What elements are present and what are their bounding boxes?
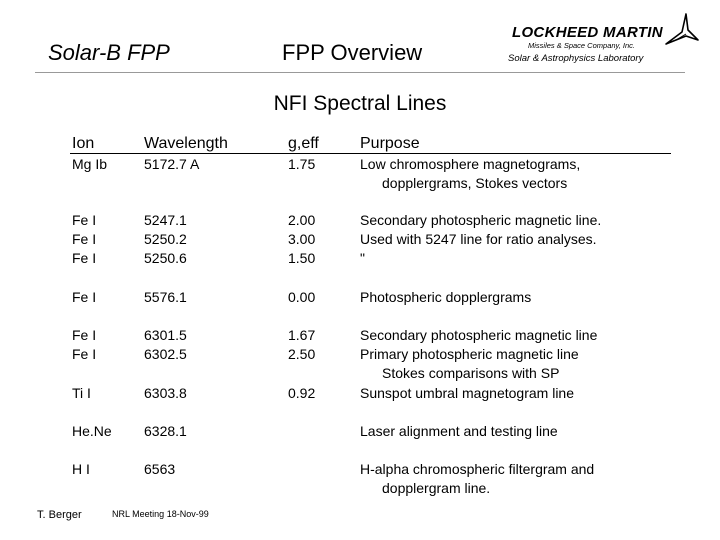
- geff-cell-line: 0.92: [288, 385, 316, 401]
- geff-cell-line: 2.50: [288, 346, 316, 362]
- geff-cell-line: 3.00: [288, 231, 316, 247]
- purpose-cell-line: Used with 5247 line for ratio analyses.: [360, 231, 597, 247]
- wavelength-cell: [144, 155, 199, 174]
- ion-cell: [72, 422, 112, 441]
- wavelength-cell-line: 5250.2: [144, 231, 187, 247]
- ion-cell: [72, 211, 96, 268]
- wavelength-cell: [144, 326, 187, 364]
- ion-cell: [72, 384, 91, 403]
- geff-cell-line: 0.00: [288, 289, 316, 305]
- wavelength-cell: [144, 422, 187, 441]
- ion-cell-line: Fe I: [72, 212, 97, 228]
- header-center-title: FPP Overview: [282, 40, 423, 65]
- footer-meeting: NRL Meeting 18-Nov-99: [112, 509, 209, 519]
- purpose-cell: [360, 422, 558, 441]
- purpose-cell-line: dopplergram line.: [382, 480, 491, 496]
- geff-cell-line: 1.75: [288, 156, 316, 172]
- purpose-cell-line: Laser alignment and testing line: [360, 423, 558, 439]
- column-header-ion: Ion: [72, 135, 95, 152]
- ion-cell-line: He.Ne: [72, 423, 112, 439]
- purpose-cell: [360, 288, 531, 307]
- ion-cell-line: Fe I: [72, 250, 97, 266]
- purpose-cell-line: Stokes comparisons with SP: [382, 365, 560, 381]
- ion-cell: [72, 326, 96, 364]
- ion-cell-line: Mg Ib: [72, 156, 108, 172]
- wavelength-cell-line: 6302.5: [144, 346, 187, 362]
- purpose-cell-line: dopplergrams, Stokes vectors: [382, 175, 568, 191]
- purpose-cell-line: H-alpha chromospheric filtergram and: [360, 461, 595, 477]
- purpose-cell-line: Secondary photospheric magnetic line.: [360, 212, 602, 228]
- purpose-cell: [360, 155, 580, 193]
- purpose-cell-line: Photospheric dopplergrams: [360, 289, 532, 305]
- ion-cell-line: Fe I: [72, 327, 97, 343]
- ion-cell: [72, 460, 90, 479]
- wavelength-cell-line: 6301.5: [144, 327, 187, 343]
- purpose-cell-line: Low chromosphere magnetograms,: [360, 156, 581, 172]
- logo-subtitle: Missiles & Space Company, Inc.: [528, 41, 635, 50]
- lockheed-star-icon: [664, 10, 700, 50]
- ion-cell: [72, 155, 107, 174]
- geff-cell: [288, 384, 315, 403]
- wavelength-cell-line: 5172.7 A: [144, 156, 200, 172]
- ion-cell-line: H I: [72, 461, 90, 477]
- table-header-rule: [70, 153, 671, 154]
- ion-cell: [72, 288, 96, 307]
- geff-cell: [288, 288, 315, 307]
- wavelength-cell-line: 5247.1: [144, 212, 187, 228]
- ion-cell-line: Fe I: [72, 346, 97, 362]
- column-header-wavelength: Wavelength: [144, 135, 228, 152]
- purpose-cell-line: Secondary photospheric magnetic line: [360, 327, 598, 343]
- wavelength-cell-line: 5250.6: [144, 250, 187, 266]
- purpose-cell: [360, 211, 601, 268]
- geff-cell: [288, 211, 315, 268]
- wavelength-cell-line: 6563: [144, 461, 176, 477]
- wavelength-cell: [144, 460, 175, 479]
- footer-author: T. Berger: [37, 509, 82, 521]
- logo-name: LOCKHEED MARTIN: [512, 24, 663, 41]
- column-header-geff: g,eff: [288, 135, 319, 152]
- wavelength-cell-line: 6303.8: [144, 385, 187, 401]
- purpose-cell: [360, 326, 597, 383]
- wavelength-cell-line: 5576.1: [144, 289, 187, 305]
- logo-lab: Solar & Astrophysics Laboratory: [508, 53, 644, 64]
- purpose-cell-line: ": [360, 250, 365, 266]
- ion-cell-line: Fe I: [72, 231, 97, 247]
- ion-cell-line: Fe I: [72, 289, 97, 305]
- purpose-cell-line: Sunspot umbral magnetogram line: [360, 385, 575, 401]
- purpose-cell: [360, 384, 574, 403]
- geff-cell: [288, 326, 315, 364]
- wavelength-cell: [144, 384, 187, 403]
- purpose-cell-line: Primary photospheric magnetic line: [360, 346, 579, 362]
- geff-cell-line: 1.50: [288, 250, 316, 266]
- header-left-title: Solar-B FPP: [48, 40, 170, 65]
- column-header-purpose: Purpose: [360, 135, 420, 152]
- purpose-cell: [360, 460, 594, 498]
- lockheed-martin-logo: [504, 10, 700, 68]
- wavelength-cell-line: 6328.1: [144, 423, 187, 439]
- wavelength-cell: [144, 288, 187, 307]
- wavelength-cell: [144, 211, 187, 268]
- geff-cell-line: 2.00: [288, 212, 316, 228]
- ion-cell-line: Ti I: [72, 385, 91, 401]
- header-rule: [35, 72, 685, 73]
- slide-title: NFI Spectral Lines: [273, 92, 447, 115]
- geff-cell: [288, 155, 315, 174]
- geff-cell-line: 1.67: [288, 327, 316, 343]
